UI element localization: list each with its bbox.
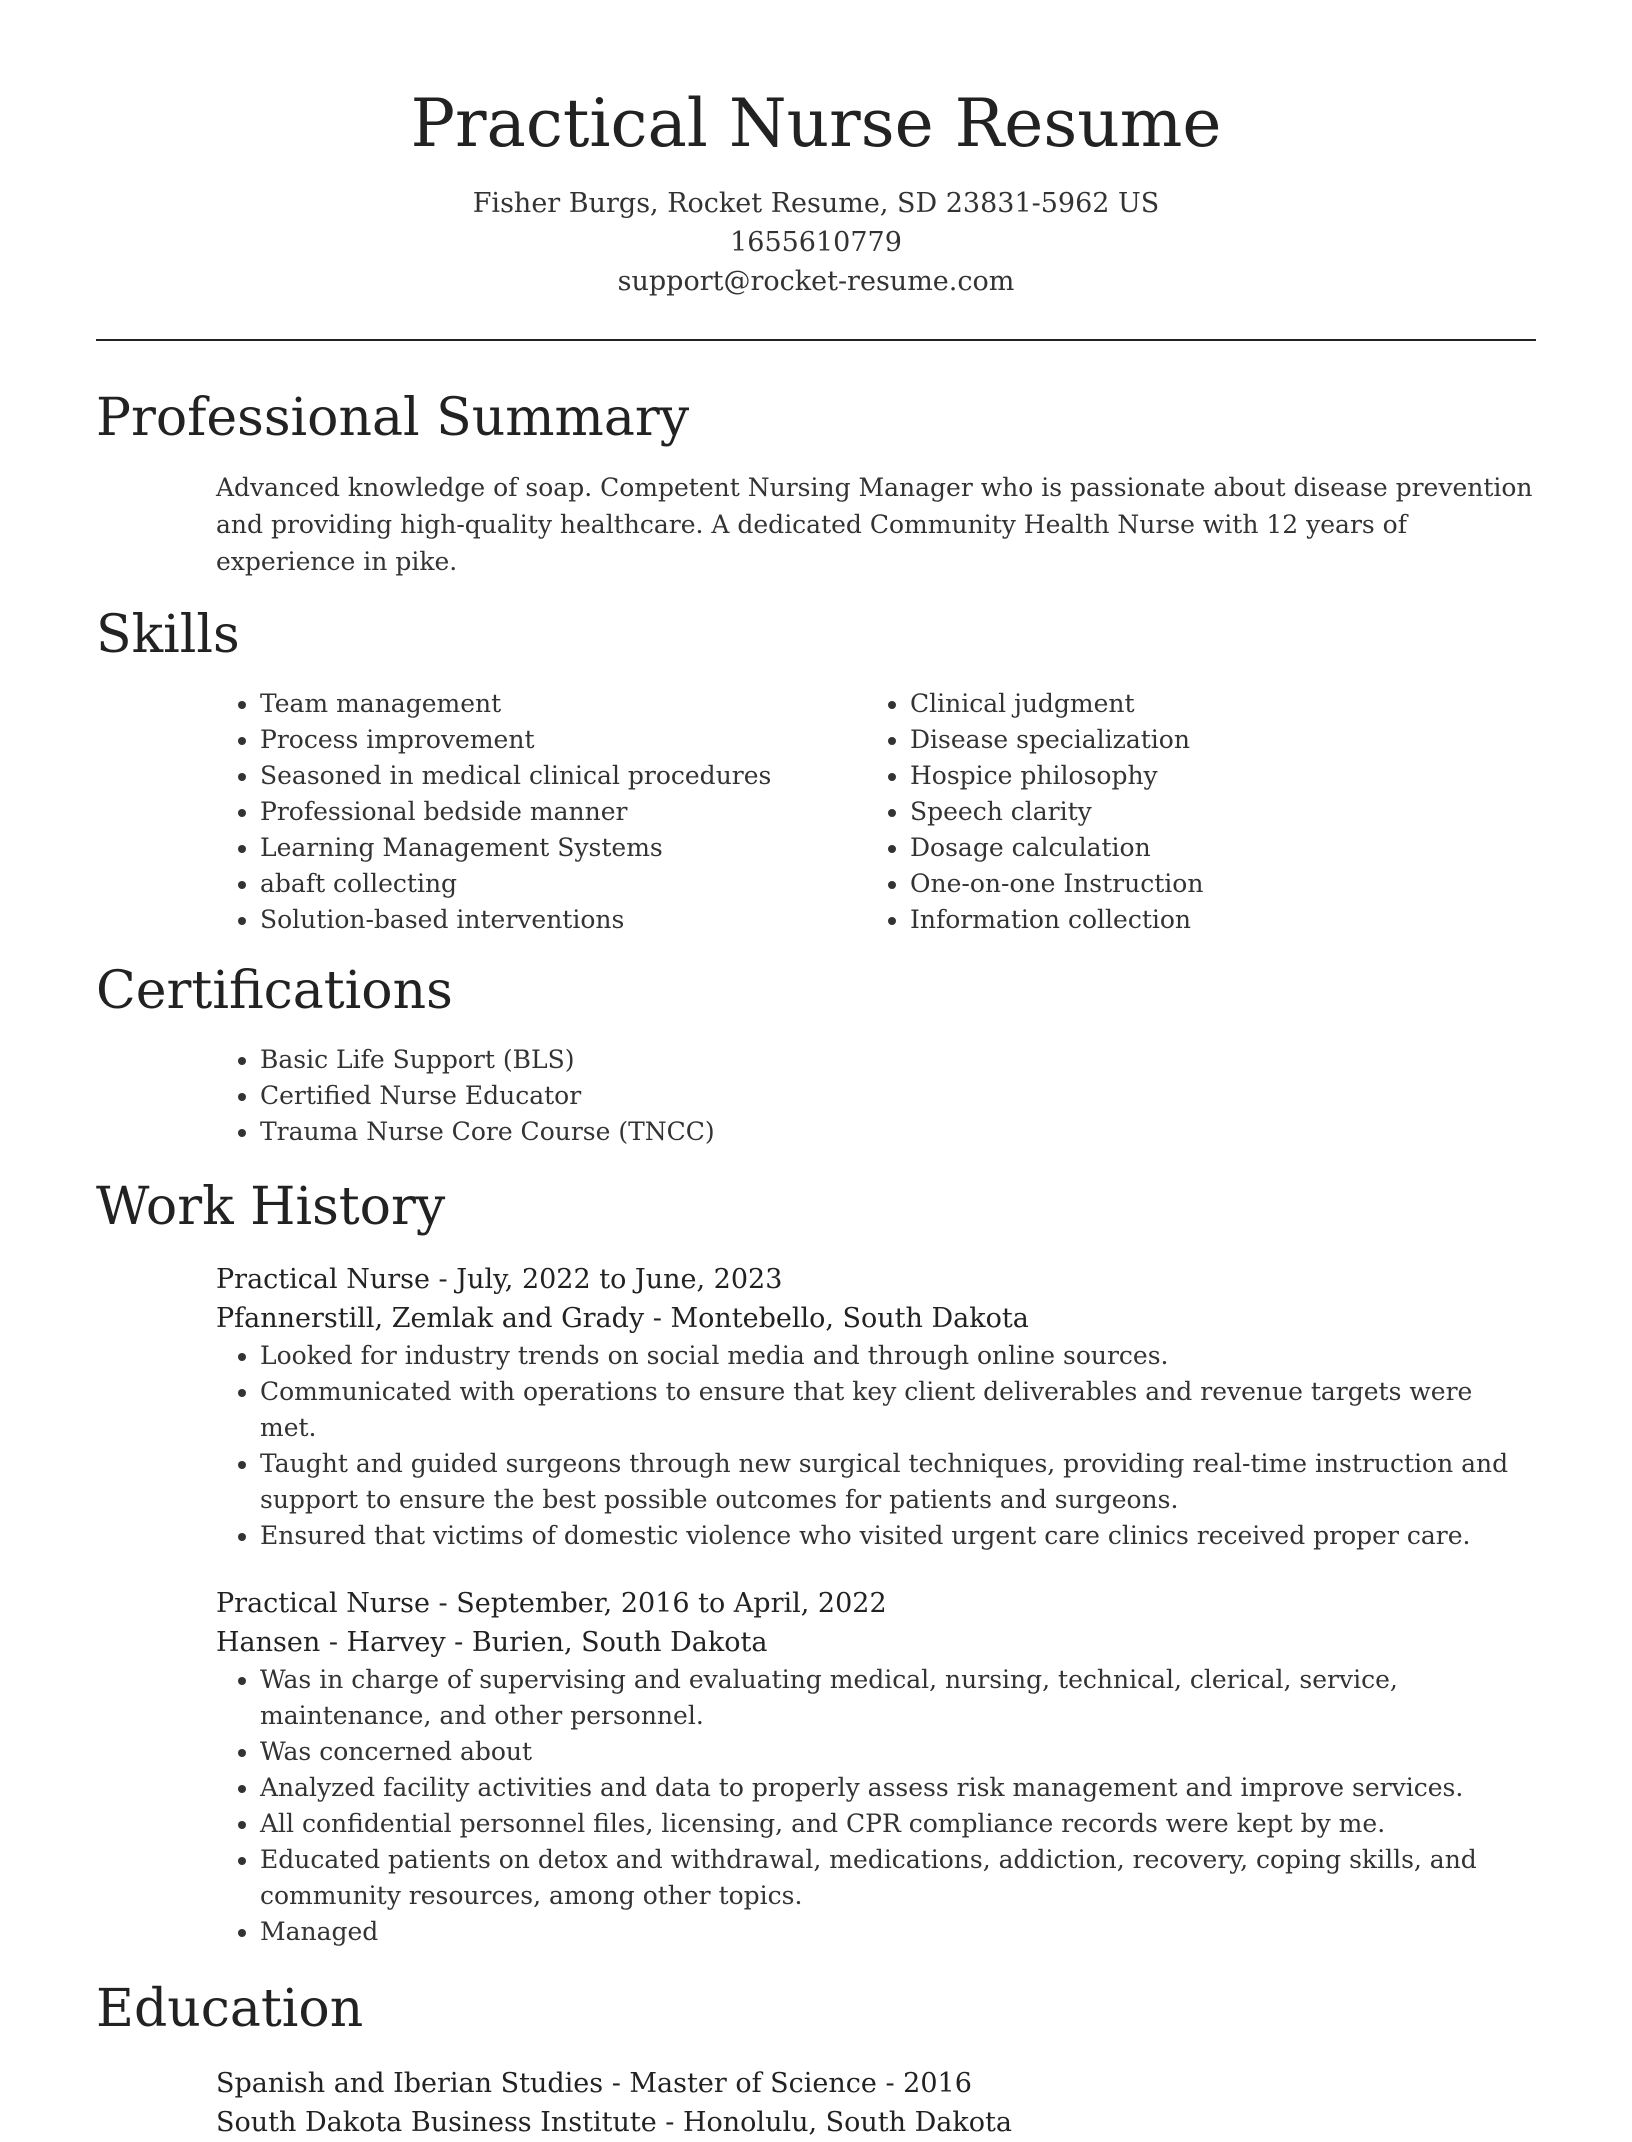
job-duty: • Educated patients on detox and withdrawal, medications, addiction, recovery, coping skills, and community resources, among other topics. — [260, 1842, 1536, 1914]
contact-address: Fisher Burgs, Rocket Resume, SD 23831-5962 US — [472, 188, 1160, 219]
skill-item: • Learning Management Systems — [260, 830, 866, 866]
summary-section — [96, 385, 1536, 580]
certification-item: • Certified Nurse Educator — [260, 1078, 1536, 1114]
job-duties-list — [216, 1662, 1536, 1950]
education-heading: Education — [96, 1979, 364, 2039]
skill-item: • Team management — [260, 686, 866, 722]
certification-item: • Basic Life Support (BLS) — [260, 1042, 1536, 1078]
skills-column-right — [866, 686, 1516, 938]
job-company-line: Pfannerstill, Zemlak and Grady - Montebello, South Dakota — [216, 1303, 1029, 1334]
skill-item: • abaft collecting — [260, 866, 866, 902]
skills-column-left — [216, 686, 866, 938]
job-duty: • Was concerned about — [260, 1734, 1536, 1770]
certifications-list — [216, 1042, 1536, 1150]
certifications-heading: Certifications — [96, 961, 453, 1021]
skill-item: • Dosage calculation — [910, 830, 1516, 866]
education-entry — [96, 2064, 1536, 2142]
header-divider — [96, 339, 1536, 341]
job-entry — [96, 1584, 1536, 1950]
skills-list-left — [216, 686, 866, 938]
job-duty: • Looked for industry trends on social media and through online sources. — [260, 1338, 1536, 1374]
job-duty: • Was in charge of supervising and evaluating medical, nursing, technical, clerical, service, maintenance, and other personnel. — [260, 1662, 1536, 1734]
work-history-heading: Work History — [96, 1177, 446, 1237]
summary-text: Advanced knowledge of soap. Competent Nursing Manager who is passionate about disease prevention and providing high-quality healthcare. A dedicated Community Health Nurse with 12 years of experience in pike. — [216, 473, 1533, 576]
education-section — [96, 1976, 1536, 2142]
skill-item: • Professional bedside manner — [260, 794, 866, 830]
contact-email: support@rocket-resume.com — [617, 266, 1015, 297]
skills-grid — [96, 686, 1536, 938]
skill-item: • One-on-one Instruction — [910, 866, 1516, 902]
skills-list-right — [866, 686, 1516, 938]
job-duty: • Communicated with operations to ensure that key client deliverables and revenue targets were met. — [260, 1374, 1536, 1446]
job-duty: • Ensured that victims of domestic violence who visited urgent care clinics received proper care. — [260, 1518, 1536, 1554]
resume-header — [96, 0, 1536, 301]
job-duty: • Managed — [260, 1914, 1536, 1950]
job-duty: • Taught and guided surgeons through new surgical techniques, providing real-time instruction and support to ensure the best possible outcomes for patients and surgeons. — [260, 1446, 1536, 1518]
work-history-section — [96, 1174, 1536, 1950]
skill-item: • Process improvement — [260, 722, 866, 758]
skill-item: • Solution-based interventions — [260, 902, 866, 938]
skills-heading: Skills — [96, 605, 240, 665]
resume-title: Practical Nurse Resume — [410, 85, 1222, 162]
skill-item: • Seasoned in medical clinical procedures — [260, 758, 866, 794]
contact-phone: 1655610779 — [730, 227, 902, 258]
certifications-section — [96, 958, 1536, 1150]
summary-heading: Professional Summary — [96, 388, 690, 448]
certification-item: • Trauma Nurse Core Course (TNCC) — [260, 1114, 1536, 1150]
job-entry — [96, 1260, 1536, 1554]
education-school-line: South Dakota Business Institute - Honolulu, South Dakota — [216, 2107, 1012, 2138]
education-degree-line: Spanish and Iberian Studies - Master of Science - 2016 — [216, 2068, 972, 2099]
job-title-line: Practical Nurse - July, 2022 to June, 2023 — [216, 1264, 783, 1295]
job-duty: • Analyzed facility activities and data to properly assess risk management and improve services. — [260, 1770, 1536, 1806]
skill-item: • Hospice philosophy — [910, 758, 1516, 794]
skill-item: • Speech clarity — [910, 794, 1516, 830]
job-title-line: Practical Nurse - September, 2016 to April, 2022 — [216, 1588, 887, 1619]
skills-section — [96, 602, 1536, 938]
skill-item: • Information collection — [910, 902, 1516, 938]
job-duties-list — [216, 1338, 1536, 1554]
skill-item: • Clinical judgment — [910, 686, 1516, 722]
job-duty: • All confidential personnel files, licensing, and CPR compliance records were kept by me. — [260, 1806, 1536, 1842]
job-company-line: Hansen - Harvey - Burien, South Dakota — [216, 1627, 768, 1658]
skill-item: • Disease specialization — [910, 722, 1516, 758]
